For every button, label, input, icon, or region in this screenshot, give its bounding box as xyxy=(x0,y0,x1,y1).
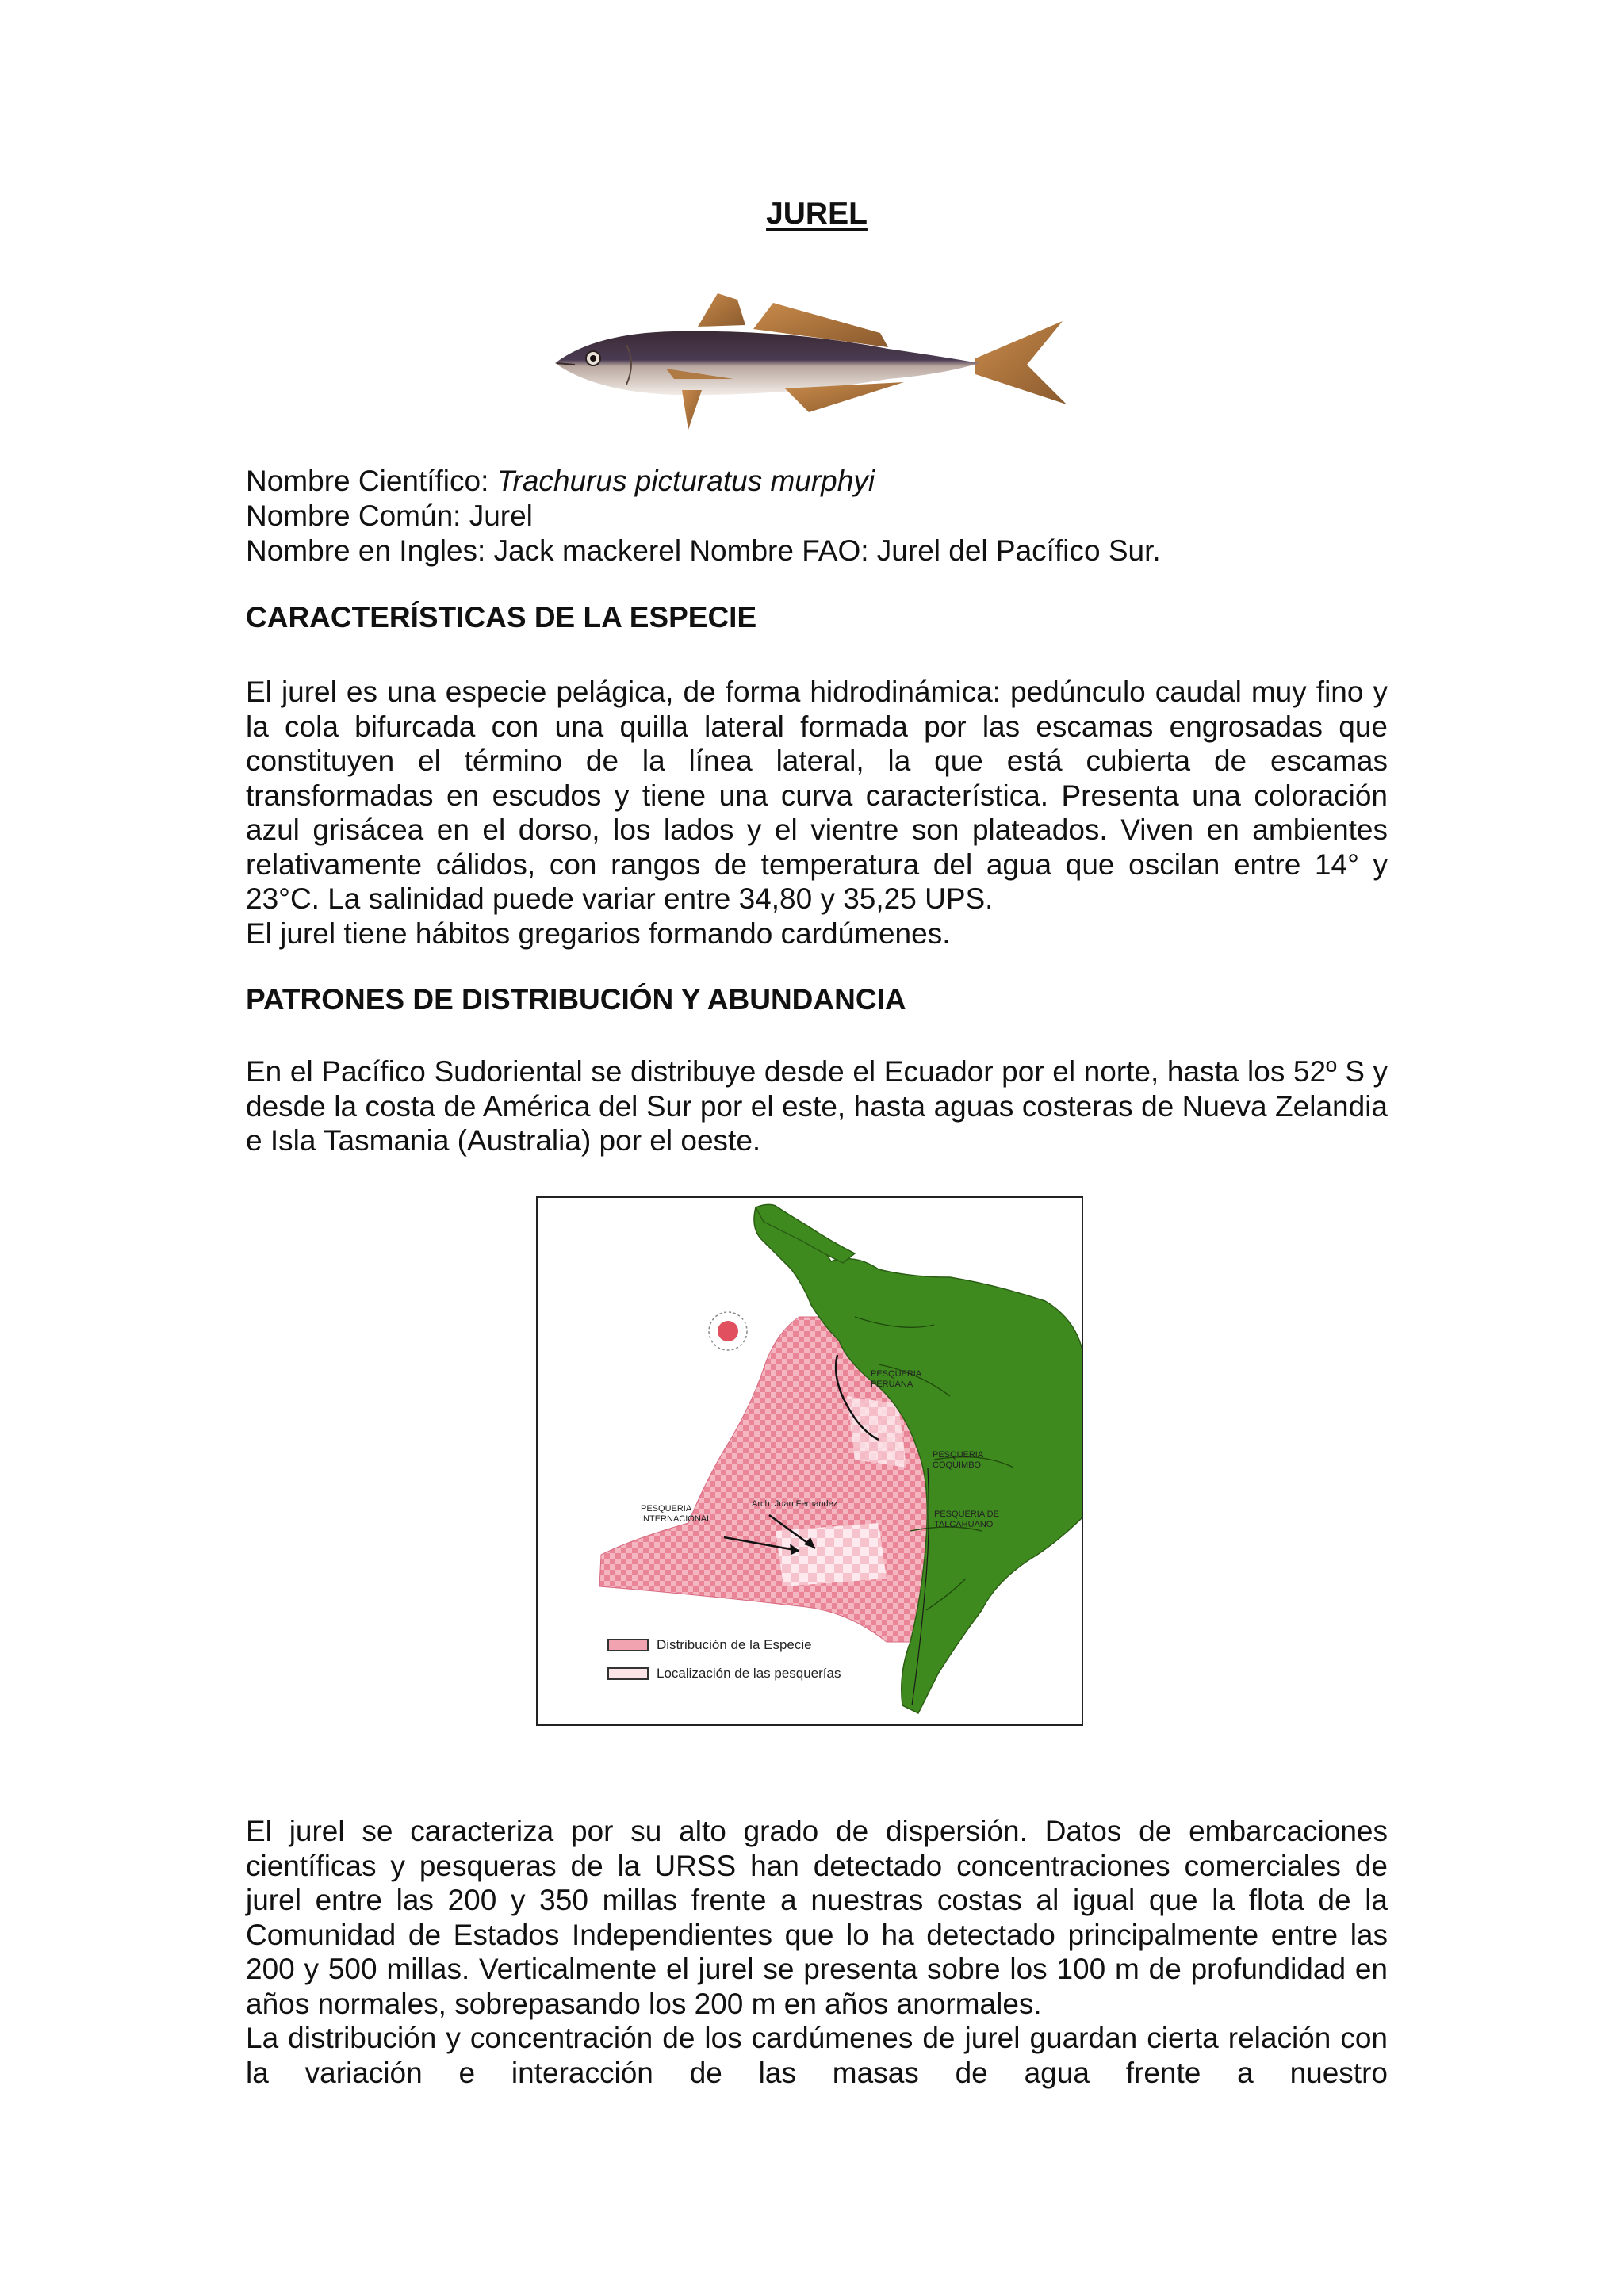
distribution-heading: PATRONES DE DISTRIBUCIÓN Y ABUNDANCIA xyxy=(246,983,906,1016)
fish-pupil xyxy=(590,355,596,362)
pelvic-fin xyxy=(682,390,702,430)
characteristics-text xyxy=(246,675,1388,951)
scientific-name: Trachurus picturatus murphyi xyxy=(496,465,875,497)
species-names xyxy=(246,464,1388,568)
galapagos-inset-marker xyxy=(718,1321,738,1341)
label-talcahuano-line-2: TALCAHUANO xyxy=(934,1520,994,1529)
common-name-line: Nombre Común: Jurel xyxy=(246,499,533,532)
scientific-name-label: Nombre Científico: xyxy=(246,465,497,497)
label-internacional-line-1: PESQUERIA xyxy=(641,1504,692,1513)
label-pesqueria-internacional xyxy=(641,1504,711,1525)
distribution-intro xyxy=(246,1054,1388,1158)
label-coquimbo-line-1: PESQUERIA xyxy=(933,1450,984,1460)
legend-fisheries xyxy=(607,1666,841,1682)
label-talcahuano-line-1: PESQUERIA DE xyxy=(934,1510,999,1519)
document-title: JUREL xyxy=(766,197,868,231)
characteristics-paragraph-1: El jurel es una especie pelágica, de forma hidrodinámica: pedúnculo caudal muy fino y la cola bifurcada con una quilla lateral formada por las escamas engrosadas que constituyen el término de la línea lateral, la que está cubierta de escamas transformadas en escudos y tiene una curva característica. Presenta una coloración azul grisácea en el dorso, los lados y el vientre son plateados. Viven en ambientes relativamente cálidos, con rangos de temperatura del agua que oscilan entre 14° y 23°C. La salinidad puede variar entre 34,80 y 35,25 UPS. xyxy=(246,675,1388,915)
legend-distribution-label: Distribución de la Especie xyxy=(657,1637,812,1652)
label-pesqueria-peruana xyxy=(871,1369,921,1390)
label-coquimbo-line-2: COQUIMBO xyxy=(933,1460,982,1470)
label-juan-fernandez: Arch. Juan Fernandez xyxy=(752,1499,838,1509)
tail-fin xyxy=(975,321,1067,404)
legend-fisheries-label: Localización de las pesquerías xyxy=(657,1666,841,1681)
distribution-paragraph-2: El jurel se caracteriza por su alto grado de dispersión. Datos de embarcaciones científicas y pesqueras de la URSS han detectado concentraciones comerciales de jurel entre las 200 y 350 millas frente a nuestras costas al igual que la flota de la Comunidad de Estados Independientes que lo ha detectado principalmente entre las 200 y 500 millas. Verticalmente el jurel se presenta sobre los 100 m de profundidad en años normales, sobrepasando los 200 m en años anormales. xyxy=(246,1815,1388,2020)
english-name-line: Nombre en Ingles: Jack mackerel Nombre FAO: Jurel del Pacífico Sur. xyxy=(246,534,1161,567)
label-internacional-line-2: INTERNACIONAL xyxy=(641,1514,712,1524)
distribution-paragraph-3: La distribución y concentración de los cardúmenes de jurel guardan cierta relación con la variación e interacción de las masas de agua frente a nuestro xyxy=(246,2022,1388,2089)
fish-drawing xyxy=(547,285,1071,452)
dorsal-fin-1 xyxy=(698,293,745,327)
fish-body xyxy=(555,331,979,395)
legend-distribution xyxy=(607,1637,812,1653)
label-peru-line-2: PERUANA xyxy=(871,1380,914,1389)
legend-distribution-swatch xyxy=(607,1639,649,1651)
label-pesqueria-talcahuano xyxy=(934,1510,999,1530)
distribution-text xyxy=(246,1814,1388,2090)
distribution-map xyxy=(536,1196,1083,1726)
distribution-paragraph-1: En el Pacífico Sudoriental se distribuye desde el Ecuador por el norte, hasta los 52º S y desde la costa de América del Sur por el este, hasta aguas costeras de Nueva Zelandia e Isla Tasmania (Australia) por el oeste. xyxy=(246,1055,1388,1157)
scientific-name-line xyxy=(246,464,1388,499)
legend-fisheries-swatch xyxy=(607,1667,649,1680)
label-pesqueria-coquimbo xyxy=(933,1450,983,1471)
characteristics-paragraph-2: El jurel tiene hábitos gregarios formando cardúmenes. xyxy=(246,916,951,950)
jurel-fish-illustration xyxy=(547,285,1071,452)
label-peru-line-1: PESQUERIA xyxy=(871,1369,922,1379)
characteristics-heading: CARACTERÍSTICAS DE LA ESPECIE xyxy=(246,601,757,633)
